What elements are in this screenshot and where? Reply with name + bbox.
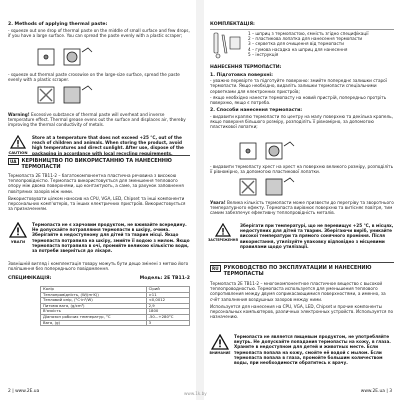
caution-triangle-icon [10,135,26,149]
table-row [41,320,190,326]
spec-header [8,276,190,282]
methods-title: 2. Methods of applying thermal paste: [8,22,108,27]
cross-diagram-icon [8,84,128,106]
watermark: www.1k.by [184,391,207,396]
ua-store-block [210,223,394,249]
ua-section-header [8,155,190,170]
method-title: 2. Способи нанесення термопасти: [210,108,303,114]
ua-note-label: Увага! [210,200,226,205]
spec-param: Тепловий опір, (°С·in²/W) [41,298,147,304]
spec-param: Питома вага, (g/cm³) [41,303,147,309]
warning-note [8,112,190,128]
spec-value: 3 [146,320,189,326]
spec-value: >11 [146,292,189,298]
ua-intro [8,173,190,211]
spec-param: Діапазон робочих температур, °С [41,314,147,320]
left-page [0,0,196,400]
ua-intro-b: Використовувати цілком наносив на CPU, VGA, LED, Chipset та інші компоненти персональних комп'ютерів, та інших електричних пристроїв. Використовується за призначенням. [8,195,186,212]
ua-warning-text: Термопаста не є харчовим продуктом, не вживайте всередину. Не допускайте потрапляння термопасти в шкіру, очима. Зберігайте в недоступному для дітей та тварин місці. Якщо термопаста потрапила на шкіру, змийте її водою з милом. Якщо термопаста потрапила в очі, промийте великою кількістю води, за потреби зверніться до лікаря. [32,222,190,254]
right-footer: www.2E.ua | 3 [360,389,392,394]
ua-cross-diagram-icon [210,177,330,197]
ua-store-text: Зберігати при температурі, що не перевищує +25 °С, в місцях, недоступних для дітей та тварин. Зберігаючи виріб, уникайте високої температури та прямого сонячного проміння. Після використання, утилізуйте упаковку відповідно з місцевими правилами щодо утилізації. [240,223,394,249]
ru-title: РУКОВОДСТВО ПО ЭКСПЛУАТАЦИИ И НАНЕСЕНИЮ ТЕРМОПАСТЫ [223,264,372,277]
prep-title: 1. Підготовка поверхні: [210,72,273,78]
method-cross-diagrams [8,84,190,106]
method-cross [8,72,190,82]
page-gutter [196,0,204,400]
kit-content [210,31,394,59]
ua-appearance-text: Зовнішній вигляд і комплектація товару можуть бути дещо змінені з метою його поліпшення без попереднього повідомлення. [8,261,189,272]
spec-value: 1800 [146,309,189,315]
warning-triangle-icon [9,222,27,238]
ru-warning-caption: ВНИМАНИЕ [209,351,231,355]
ua-cross-diagrams [210,177,394,197]
spec-table [40,286,190,326]
ua-note [210,200,394,216]
spec-label: СПЕЦИФІКАЦІЯ: [8,276,52,281]
apply-section [210,65,394,129]
ua-intro-a: Термопаста 2Е ТВ11-2 – багатокомпонентна пластична речовина з високою теплопровідністю. Термопаста використовується для зменшення теплового опору між двома поверхнями, що контактують, а саме, за рахунок заповнення повітряних зазорів між ними. [8,173,184,194]
ua-warning-caption: УВАГИ [10,239,26,244]
kit-label: КОМПЛЕКТАЦІЯ: [210,22,394,30]
method-drop-diagrams [8,46,190,68]
prep-b: - якщо необхідно нанести термопасту на новий пристрій, попередньо протріть поверхню, якщо є потреба. [210,94,387,105]
ua-note-text: Велика кількість термопасти може призвести до перегріву та зворотнього температурного ефекту. Термопаста вирівнює поверхню та витісняє повітря, тим самим забезпечує ефективну теплопровідність металів. [210,200,394,216]
warning-text: Excessive substance of thermal paste will overheat and inverse temperature effect. Thermal grease evens out the surface and displaces air, thereby improving the thermal conductivity of metals. [8,112,186,128]
spec-param: Теплопровідність, (W/(m·K)) [41,292,147,298]
method-a: - видавити краплю термопасти по центру на малу поверхню та декілька крапель, якщо поверхня більшого розміру, розподіліть її рівномірно, за допомогою пластикової лопатки; [210,113,393,130]
ru-intro [210,281,394,319]
ua-drop-diagram-icon [210,141,330,161]
list-item: 4 – гумова насадка на шприц для нанесення [248,46,348,52]
list-item: 5 – інструкція [248,51,279,57]
warning-label: Warning! [8,112,30,117]
ru-section-header [210,262,394,277]
ru-intro-b: Используется для нанесения на CPU, VGA, LED, Chipset и прочие компоненты персональных компьютеров, различных электронных устройств. Используется по назначению. [210,303,394,320]
spec-value: -50...+280°С [146,314,189,320]
ru-intro-a: Термопаста 2E ТВ11-2 – многокомпонентное пластичное вещество с высокой теплопроводностью. Термопаста используется для уменьшения теплового сопротивления между двумя соприкасающимися поверхностями, а именно, за счёт заполнения воздушных зазоров между ними. [210,281,386,302]
spec-param: В'язкість [41,309,147,315]
ua-method-b [210,164,394,174]
ru-warning-text: Термопаста не является пищевым продуктом, не употребляйте внутрь. Не допускайте попадания термопасты на кожу, в глаза. Храните в недоступном для детей и животных месте. Если термопаста попала на кожу, смойте её водой с мылом. Если термопаста попала в глаза, промойте большим количеством воды, при необходимости обратитесь к врачу. [234,334,391,366]
right-page [204,0,400,400]
spec-value: <0,0012 [146,298,189,304]
list-item: 3 – серветка для очищення від термопасти [248,41,344,47]
kit-list [248,31,369,59]
method-cross-text: - squeeze out thermal paste crosswise on the large-size surface, spread the paste evenly with a plastic scraper. [8,72,180,83]
kit-items-icon [210,31,244,59]
drop-diagram-icon [8,46,128,68]
ua-drop-diagrams [210,141,394,161]
caution-caption: CAUTION [8,150,28,155]
caution-text: Store at a temperature that does not exceed +25 °C, out of the reach of children and animals. When storing the product, avoid high temperatures and direct sunlight. After use, dispose of the packaging in accordance with local recycling requirements. [32,135,184,156]
method-b: - видавити термопасту хрест на хрест на поверхню великого розміру, розподіліть її рівномірно, за допомогою пластикової лопатки. [210,164,394,175]
ru-flag: RU [212,265,219,271]
spec-value: Сірий [146,287,189,293]
ua-warning-block [8,222,190,253]
ua-title: КЕРІВНИЦТВО ПО ВИКОРИСТАННЮ ТА НАНЕСЕННЮ ТЕРМОПАСТИ [21,157,172,170]
spec-model: Модель: 2Е ТВ11-2 [139,276,190,281]
spec-param: Колір [41,287,147,293]
spec-param: Вага, (g) [41,320,147,326]
ru-warning-block [210,334,394,365]
store-triangle-icon [215,223,231,237]
list-item: 2 – пластикова лопатка для нанесення термопасти [248,36,363,42]
list-item: 1 – шприц з термопастою, ємність згідно специфікації [248,31,369,36]
ua-store-caption: ЗАСТЕРЕЖЕННЯ [208,238,238,242]
methods-section [8,22,190,38]
prep-a: - уважно перевірте та підготуйте поверхню: змийте попереднє залишки старої термопасти. Якщо необхідно, видаліть залишки термопасти спеціальними серветками для електронних пристроїв; [210,78,387,94]
spec-value: 2,9 [146,303,189,309]
method-drop-text: - squeeze out one drop of thermal paste on the middle of small surface and few drops, if you have a large surface. You can spread the paste evenly with a plastic scraper; [8,27,190,38]
ua-flag: UA [10,158,17,164]
ua-appearance-note [8,261,190,271]
caution-block [8,135,190,156]
apply-title: НАНЕСЕННЯ ТЕРМОПАСТИ: [210,65,282,70]
ru-warning-triangle-icon [211,334,229,350]
kit-section [210,22,394,30]
left-footer: 2 | www.2E.ua [8,389,40,394]
